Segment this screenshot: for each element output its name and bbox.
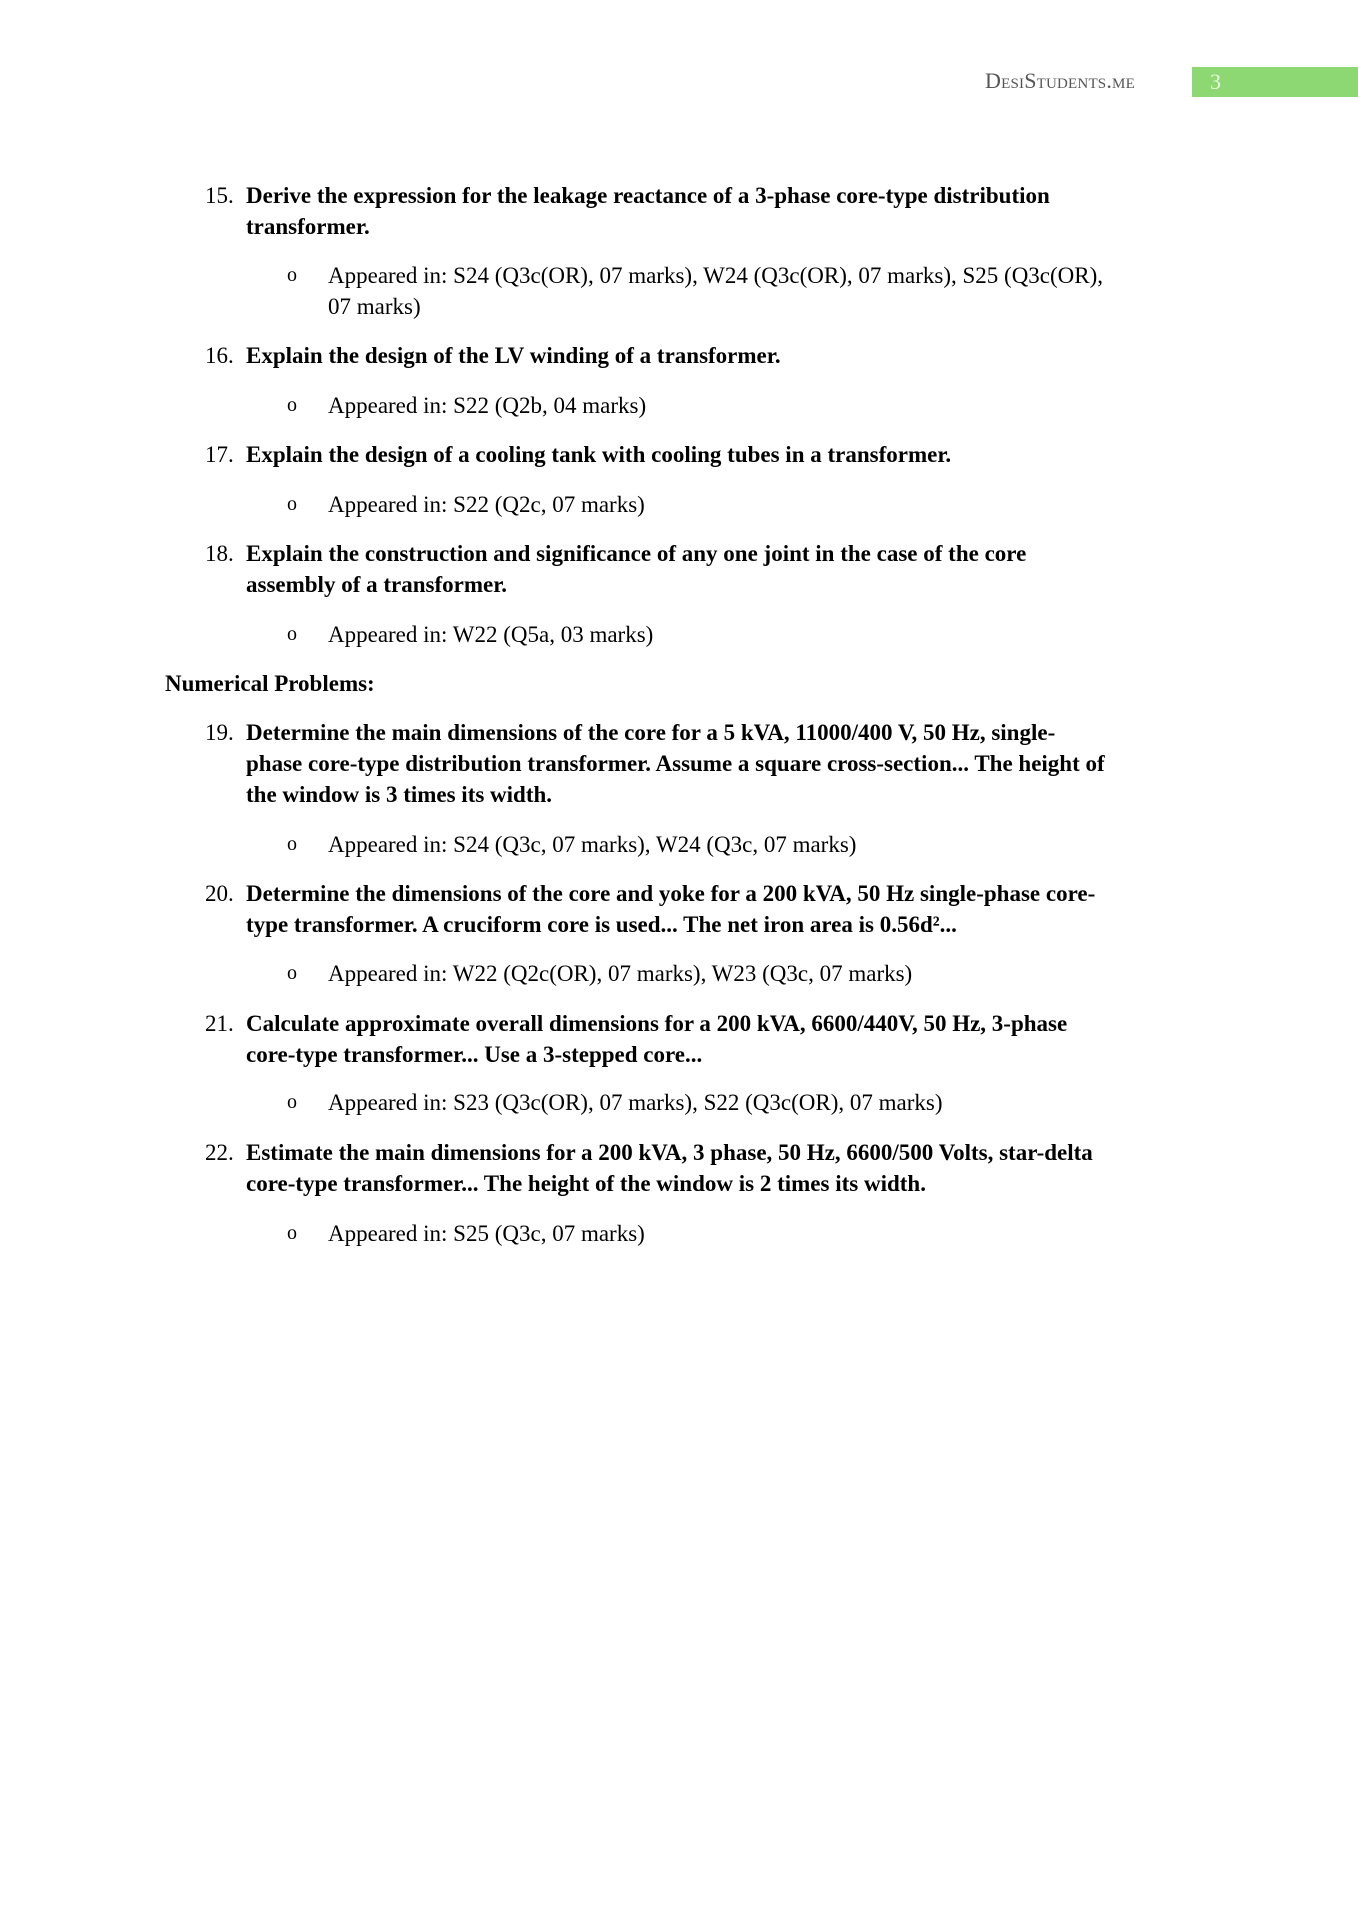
question-number: 17.	[205, 442, 234, 467]
question-text: Determine the dimensions of the core and yoke for a 200 kVA, 50 Hz single-phase core-	[246, 881, 1096, 906]
question-text: Determine the main dimensions of the core for a 5 kVA, 11000/400 V, 50 Hz, single-	[246, 720, 1056, 745]
question-number: 20.	[205, 881, 234, 906]
bullet-icon: o	[287, 493, 297, 515]
header-site-name: DesiStudents.me	[985, 68, 1135, 93]
question-text: Explain the construction and significance of any one joint in the case of the core	[246, 541, 1027, 566]
question-text: type transformer. A cruciform core is used... The net iron area is 0.56d²...	[246, 912, 957, 937]
bullet-icon: o	[287, 833, 297, 855]
question-number: 21.	[205, 1011, 234, 1036]
question-number: 22.	[205, 1140, 234, 1165]
question-text: transformer.	[246, 214, 370, 239]
question-text: Calculate approximate overall dimensions for a 200 kVA, 6600/440V, 50 Hz, 3-phase	[246, 1011, 1068, 1036]
question-text: core-type transformer... The height of the window is 2 times its width.	[246, 1171, 926, 1196]
appeared-in-text: Appeared in: W22 (Q2c(OR), 07 marks), W23 (Q3c, 07 marks)	[328, 961, 913, 986]
question-text: Estimate the main dimensions for a 200 kVA, 3 phase, 50 Hz, 6600/500 Volts, star-delta	[246, 1140, 1093, 1165]
bullet-icon: o	[287, 1091, 297, 1113]
bullet-icon: o	[287, 962, 297, 984]
appeared-in-text: Appeared in: S24 (Q3c(OR), 07 marks), W24 (Q3c(OR), 07 marks), S25 (Q3c(OR),	[328, 263, 1104, 288]
question-text: Derive the expression for the leakage reactance of a 3-phase core-type distribution	[246, 183, 1050, 208]
appeared-in-text: Appeared in: S22 (Q2c, 07 marks)	[328, 492, 645, 517]
page-number: 3	[1192, 67, 1358, 97]
question-text: Explain the design of a cooling tank with cooling tubes in a transformer.	[246, 442, 952, 467]
appeared-in-text: Appeared in: S23 (Q3c(OR), 07 marks), S22 (Q3c(OR), 07 marks)	[328, 1090, 943, 1115]
bullet-icon: o	[287, 394, 297, 416]
question-number: 16.	[205, 343, 234, 368]
appeared-in-text: Appeared in: S22 (Q2b, 04 marks)	[328, 393, 647, 418]
question-text: assembly of a transformer.	[246, 572, 508, 597]
bullet-icon: o	[287, 1222, 297, 1244]
section-title: Numerical Problems:	[165, 671, 375, 696]
question-number: 18.	[205, 541, 234, 566]
question-text: the window is 3 times its width.	[246, 782, 553, 807]
question-text: core-type transformer... Use a 3-stepped core...	[246, 1042, 703, 1067]
bullet-icon: o	[287, 264, 297, 286]
appeared-in-text: 07 marks)	[328, 294, 421, 319]
question-text: phase core-type distribution transformer. Assume a square cross-section... The height of	[246, 751, 1105, 776]
appeared-in-text: Appeared in: S24 (Q3c, 07 marks), W24 (Q3c, 07 marks)	[328, 832, 857, 857]
question-number: 15.	[205, 183, 234, 208]
bullet-icon: o	[287, 623, 297, 645]
appeared-in-text: Appeared in: S25 (Q3c, 07 marks)	[328, 1221, 645, 1246]
question-text: Explain the design of the LV winding of a transformer.	[246, 343, 781, 368]
appeared-in-text: Appeared in: W22 (Q5a, 03 marks)	[328, 622, 654, 647]
question-number: 19.	[205, 720, 234, 745]
